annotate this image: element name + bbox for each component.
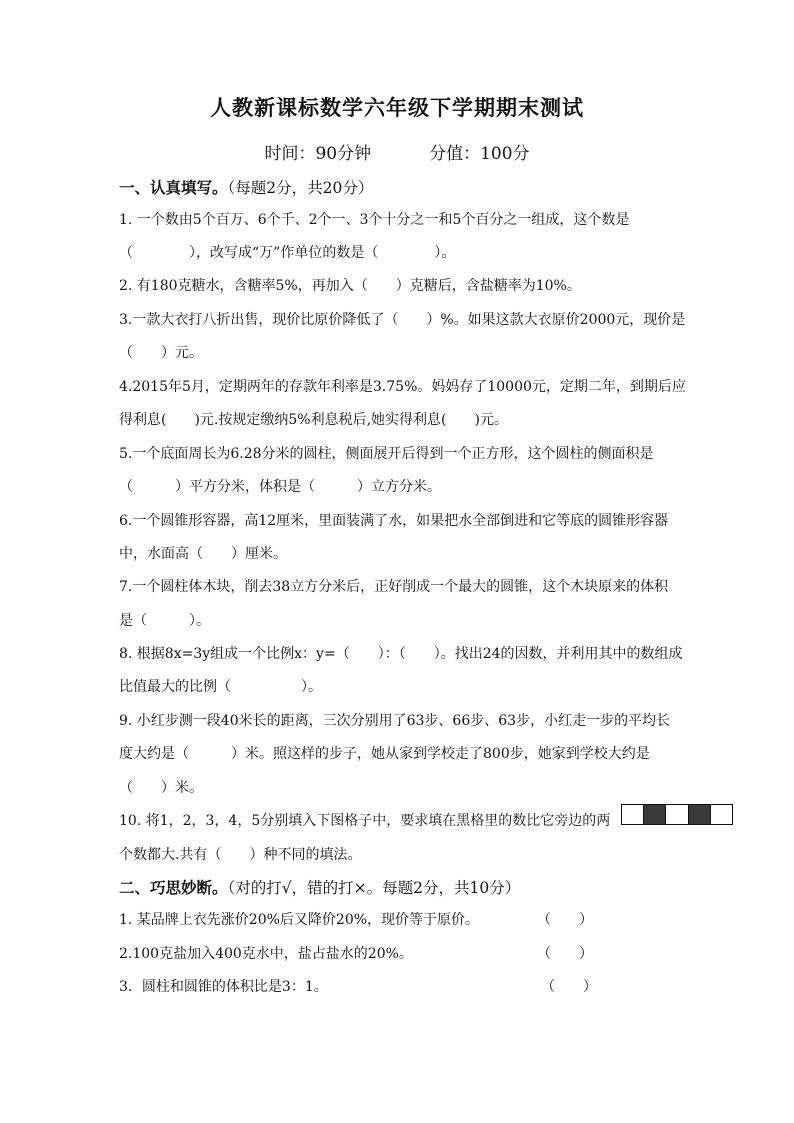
question-line: 中，水面高（ ）厘米。 xyxy=(119,546,287,562)
question-line: 是（ ）。 xyxy=(119,613,210,629)
grid-cell-white xyxy=(711,805,732,824)
section-heading-true-false: 二、巧思妙断。（对的打√，错的打×。每题2分，共10分） xyxy=(119,878,521,897)
grid-cell-white xyxy=(622,805,644,824)
judgement-item: 2.100克盐加入400克水中，盐占盐水的20%。 xyxy=(119,946,413,962)
answer-blank: （ ） xyxy=(537,946,593,962)
question-line: 4.2015年5月，定期两年的存款年利率是3.75%。妈妈存了10000元，定期二年，到期后应 xyxy=(119,379,686,395)
question-line: 7.一个圆柱体木块，削去38立方分米后，正好削成一个最大的圆锥，这个木块原来的体积 xyxy=(119,579,669,595)
question-line: 1. 一个数由5个百万、6个千、2个一、3个十分之一和5个百分之一组成，这个数是 xyxy=(119,212,630,228)
question-line: 个数都大.共有（ ）种不同的填法。 xyxy=(119,847,362,863)
grid-cell-black xyxy=(689,805,711,824)
exam-info xyxy=(0,139,794,164)
question-line: 度大约是（ ）米。照这样的步子，她从家到学校走了800步，她家到学校大约是 xyxy=(119,746,650,762)
question-line: 9. 小红步测一段40米长的距离，三次分别用了63步、66步、63步，小红走一步的平均长 xyxy=(119,713,671,729)
question-line: 3.一款大衣打八折出售，现价比原价降低了（ ）%。如果这款大衣原价2000元，现价是 xyxy=(119,312,686,328)
question-line: （ ）平方分米，体积是（ ）立方分米。 xyxy=(119,479,441,495)
number-grid-figure xyxy=(621,804,733,825)
question-line: 2. 有180克糖水，含糖率5%，再加入（ ）克糖后，含盐糖率为10%。 xyxy=(119,278,581,294)
judgement-item: 1. 某品牌上衣先涨价20%后又降价20%，现价等于原价。 xyxy=(119,912,480,928)
question-line: 10. 将1，2，3，4，5分别填入下图格子中，要求填在黑格里的数比它旁边的两 xyxy=(119,813,611,829)
total-score: 分值：100分 xyxy=(429,144,530,164)
grid-cell-white xyxy=(666,805,688,824)
question-line: （ ）元。 xyxy=(119,345,203,361)
time-limit: 时间：90分钟 xyxy=(264,144,372,164)
question-line: 比值最大的比例（ ）。 xyxy=(119,679,322,695)
question-line: 8. 根据8x=3y组成一个比例x：y=（ ）：（ ）。找出24的因数，并利用其中的数组成 xyxy=(119,646,683,662)
question-line: （ ）米。 xyxy=(119,780,203,796)
question-line: 得利息( )元.按规定缴纳5%利息税后,她实得利息( )元。 xyxy=(119,412,508,428)
judgement-item: 3．圆柱和圆锥的体积比是3：1。 xyxy=(119,979,328,995)
page-title: 人教新课标数学六年级下学期期末测试 xyxy=(210,95,584,120)
grid-cell-black xyxy=(644,805,666,824)
question-line: 5.一个底面周长为6.28分米的圆柱，侧面展开后得到一个正方形，这个圆柱的侧面积是 xyxy=(119,446,654,462)
answer-blank: （ ） xyxy=(541,979,597,995)
question-line: 6.一个圆锥形容器，高12厘米，里面装满了水，如果把水全部倒进和它等底的圆锥形容器 xyxy=(119,513,669,529)
answer-blank: （ ） xyxy=(537,912,593,928)
question-line: （ ），改写成“万”作单位的数是（ ）。 xyxy=(119,245,456,261)
section-heading-fill-in: 一、认真填写。（每题2分，共20分） xyxy=(119,178,374,197)
